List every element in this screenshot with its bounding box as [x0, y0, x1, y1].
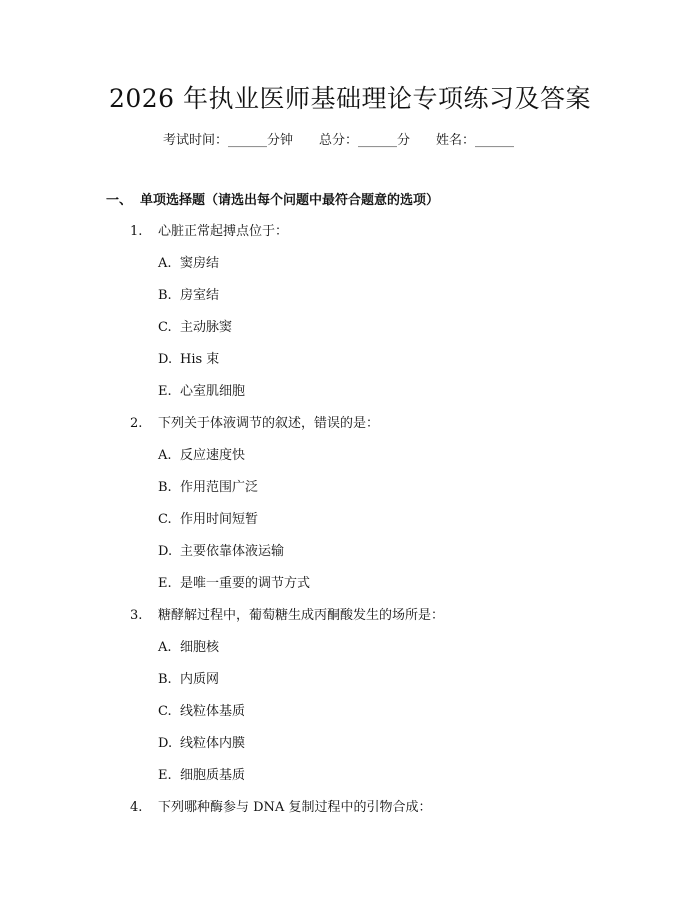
option-letter: B.	[158, 288, 172, 303]
option-letter: E.	[158, 576, 172, 591]
question-3	[130, 606, 444, 626]
option-letter: B.	[158, 672, 172, 687]
option-item	[158, 670, 219, 690]
option-item	[158, 350, 219, 370]
option-text: 心室肌细胞	[180, 384, 246, 399]
option-text: 细胞核	[180, 640, 220, 655]
section-heading	[106, 191, 439, 211]
option-letter: C.	[158, 320, 172, 335]
option-letter: E.	[158, 384, 172, 399]
option-item	[158, 478, 258, 498]
option-text: His 束	[180, 352, 220, 367]
option-text: 是唯一重要的调节方式	[180, 576, 311, 591]
option-letter: D.	[158, 544, 173, 559]
option-letter: C.	[158, 704, 172, 719]
option-letter: C.	[158, 512, 172, 527]
exam-time-label: 考试时间：______分钟	[163, 133, 294, 148]
option-item	[158, 734, 245, 754]
question-number: 2.	[130, 416, 143, 431]
question-2	[130, 414, 379, 434]
option-text: 作用时间短暂	[180, 512, 259, 527]
question-text: 糖酵解过程中，葡萄糖生成丙酮酸发生的场所是：	[158, 608, 445, 623]
option-text: 内质网	[180, 672, 220, 687]
option-item	[158, 638, 219, 658]
document-title: 2026 年执业医师基础理论专项练习及答案	[108, 84, 592, 113]
option-letter: B.	[158, 480, 172, 495]
option-item	[158, 382, 245, 402]
question-4	[130, 798, 431, 818]
question-text: 下列哪种酶参与 DNA 复制过程中的引物合成：	[158, 800, 432, 815]
option-letter: D.	[158, 352, 173, 367]
option-text: 主动脉窦	[180, 320, 233, 335]
option-item	[158, 286, 219, 306]
question-text: 心脏正常起搏点位于：	[158, 224, 289, 239]
option-letter: D.	[158, 736, 173, 751]
option-text: 线粒体内膜	[180, 736, 246, 751]
option-letter: A.	[158, 256, 172, 271]
option-text: 反应速度快	[180, 448, 246, 463]
option-text: 作用范围广泛	[180, 480, 259, 495]
option-text: 房室结	[180, 288, 220, 303]
option-text: 窦房结	[180, 256, 220, 271]
exam-meta	[163, 131, 514, 151]
option-item	[158, 766, 245, 786]
option-text: 线粒体基质	[180, 704, 246, 719]
section-title: 单项选择题（请选出每个问题中最符合题意的选项）	[140, 193, 440, 208]
question-text: 下列关于体液调节的叙述，错误的是：	[158, 416, 380, 431]
option-letter: E.	[158, 768, 172, 783]
option-item	[158, 446, 245, 466]
option-item	[158, 318, 232, 338]
section-number: 一、	[106, 193, 133, 208]
option-letter: A.	[158, 640, 172, 655]
student-name-label: 姓名：______	[436, 133, 515, 148]
option-item	[158, 254, 219, 274]
question-number: 3.	[130, 608, 143, 623]
option-text: 细胞质基质	[180, 768, 246, 783]
option-item	[158, 510, 258, 530]
question-1	[130, 222, 288, 242]
question-number: 1.	[130, 224, 143, 239]
option-text: 主要依靠体液运输	[180, 544, 285, 559]
option-item	[158, 574, 310, 594]
option-item	[158, 702, 245, 722]
question-number: 4.	[130, 800, 143, 815]
option-letter: A.	[158, 448, 172, 463]
option-item	[158, 542, 284, 562]
total-score-label: 总分：______分	[319, 133, 411, 148]
